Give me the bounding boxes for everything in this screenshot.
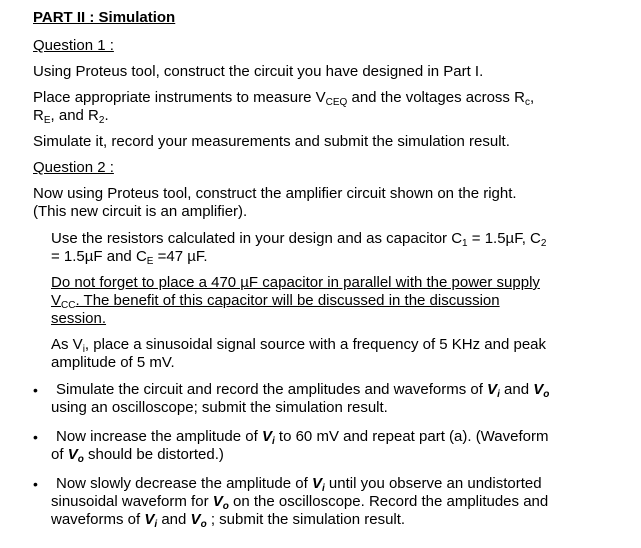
bullet-1-line-1: Simulate the circuit and record the amplitudes and waveforms of $V_i$ and $V_o$: [56, 381, 550, 400]
bullet-icon: •: [33, 382, 38, 398]
q1-line-3: $R_E$, and $R_2$.: [33, 107, 109, 126]
question-2-heading: Question 2 :: [33, 159, 114, 176]
q2-intro-line-2: (This new circuit is an amplifier).: [33, 203, 248, 220]
bullet-3-line-1: Now slowly decrease the amplitude of $V_i$ until you observe an undistorted: [56, 475, 542, 494]
question-1-heading: Question 1 :: [33, 37, 114, 54]
signal-source-line-1: As $V_i$, place a sinusoidal signal source with a frequency of 5 KHz and peak: [51, 336, 547, 355]
resistor-line-1: Use the resistors calculated in your design and as capacitor $C_1 = 1.5\mu F$, $C_2$: [51, 230, 547, 249]
bullet-icon: •: [33, 476, 38, 492]
capacitor-note-line-1: Do not forget to place a 470 µF capacitor in parallel with the power supply: [51, 274, 540, 291]
capacitor-note-line-2: $V_{CC}$. The benefit of this capacitor will be discussed in the discussion: [51, 292, 500, 311]
bullet-3-line-2: sinusoidal waveform for $V_o$ on the oscilloscope. Record the amplitudes and: [51, 493, 549, 512]
signal-source-line-2: amplitude of 5 mV.: [51, 354, 175, 371]
section-title: PART II : Simulation: [33, 9, 176, 26]
bullet-2-line-2: of $V_o$ should be distorted.): [51, 446, 224, 465]
resistor-line-2: = 1.5µF and $C_E =47$ µF.: [51, 248, 208, 267]
bullet-1-line-2: using an oscilloscope; submit the simulation result.: [51, 399, 388, 416]
bullet-2-line-1: Now increase the amplitude of $V_i$ to 60 mV and repeat part (a). (Waveform: [56, 428, 549, 447]
q1-line-4: Simulate it, record your measurements and submit the simulation result.: [33, 133, 510, 150]
q2-intro-line-1: Now using Proteus tool, construct the amplifier circuit shown on the right.: [33, 185, 517, 202]
capacitor-note-line-3: session.: [51, 310, 107, 327]
q1-line-2: Place appropriate instruments to measure $V_{CEQ}$ and the voltages across $R_c$,: [33, 89, 535, 108]
bullet-3-line-3: waveforms of $V_i$ and $V_o$ ; submit the simulation result.: [51, 511, 406, 530]
bullet-icon: •: [33, 429, 38, 445]
q1-line-1: Using Proteus tool, construct the circuit you have designed in Part I.: [33, 63, 484, 80]
